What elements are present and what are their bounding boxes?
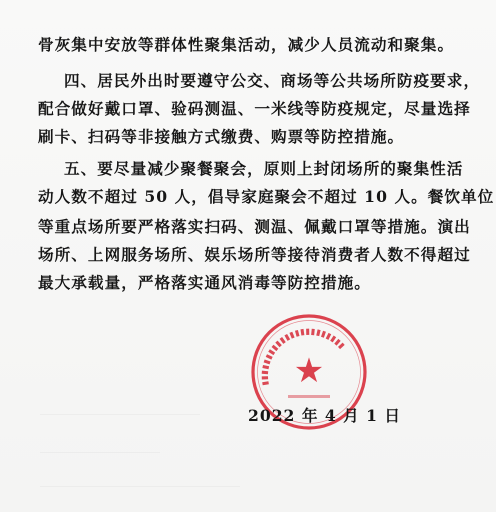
paragraph-line: 四、居民外出时要遵守公交、商场等公共场所防疫要求， [64,71,481,90]
scan-artifact [40,486,240,487]
paragraph-line: 五、要尽量减少聚餐聚会，原则上封闭场所的聚集性活 [64,159,464,178]
paragraph-line: 刷卡、扫码等非接触方式缴费、购票等防控措施。 [38,127,405,146]
paragraph-line: 骨灰集中安放等群体性聚集活动，减少人员流动和聚集。 [38,35,455,54]
svg-text:▮▮▮▮▮▮▮▮▮▮▮▮▮▮▮▮▮▮▮▮▮▮: ▮▮▮▮▮▮▮▮▮▮▮▮▮▮▮▮▮▮▮▮▮▮ [258,325,348,387]
paragraph-line: 最大承载量，严格落实通风消毒等防控措施。 [38,273,371,292]
paragraph-line: 动人数不超过 50 人，倡导家庭聚会不超过 10 人。餐饮单位 [38,187,495,206]
paragraph-line: 等重点场所要严格落实扫码、测温、佩戴口罩等措施。演出 [38,217,471,236]
scan-artifact [40,414,200,415]
scan-artifact [40,452,160,453]
seal-star-icon: ★ [293,351,325,391]
paragraph-line: 场所、上网服务场所、娱乐场所等接待消费者人数不得超过 [38,245,471,264]
document-date: 2022 年 4 月 1 日 [248,406,402,425]
paragraph-line: 配合做好戴口罩、验码测温、一米线等防疫规定，尽量选择 [38,99,471,118]
